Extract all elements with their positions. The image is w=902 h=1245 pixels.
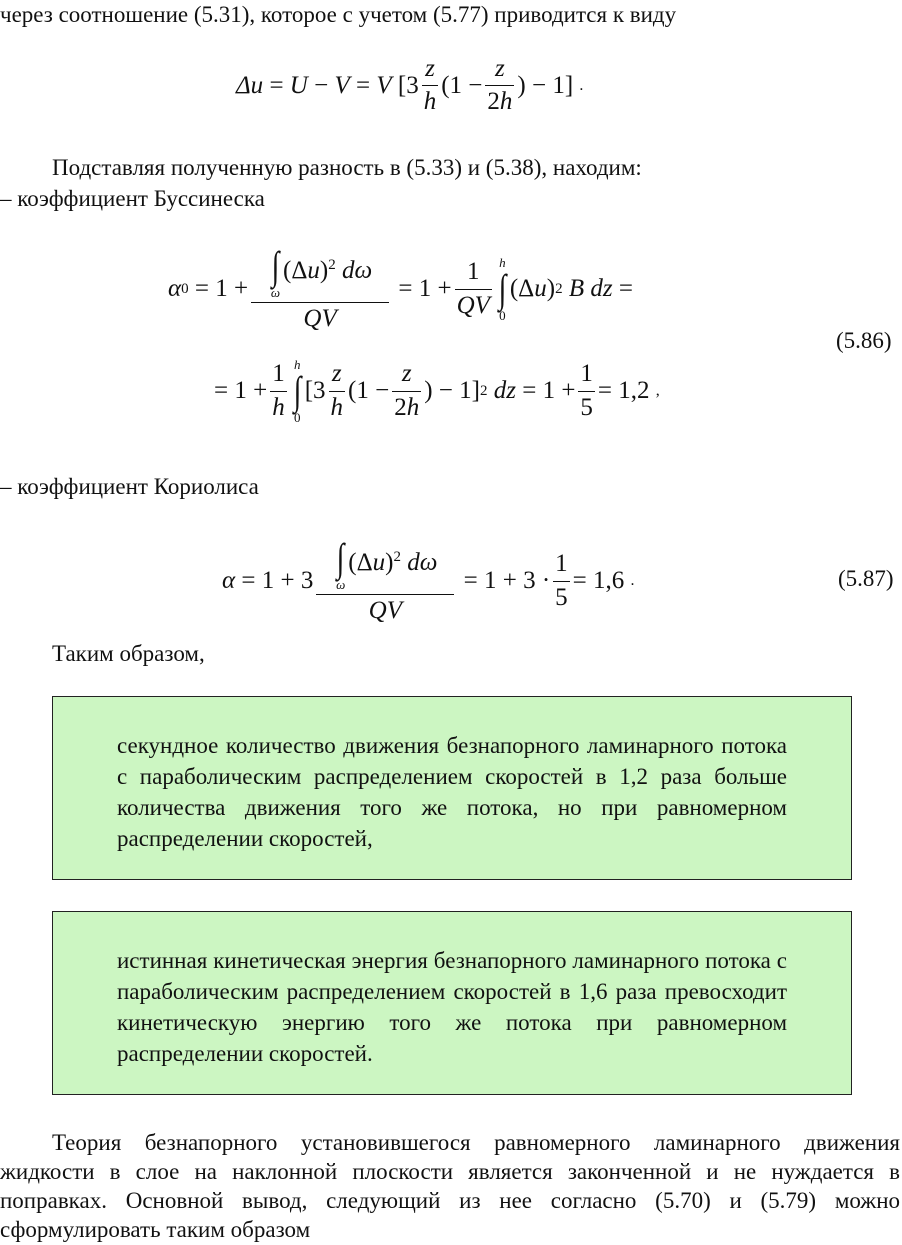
equation-number-5-86: (5.86) bbox=[836, 328, 892, 353]
box-momentum-text: секундное количество движения безнапорного ламинарного потока с параболическим распределением скоростей в 1,2 раза больше количества движения того же потока, но при равномерном распределении скоростей, bbox=[117, 733, 787, 851]
substitution-line: Подставляя полученную разность в (5.33) и (5.38), находим: bbox=[52, 155, 642, 180]
equation-5-87: α = 1 + 3 ∫ ω $(\Delta u)^2$ dω QV = 1 + 3 · $\frac{1}{5}$ = 1,6 . bbox=[222, 535, 635, 624]
equation-5-86-line1: α 0 = 1 + ∫ ω $(\Delta u)^2$ dω QV = 1 + $\frac{1}{QV}$ h ∫ 0 (Δ u ) 2 B dz = bbox=[168, 243, 633, 332]
boussinesq-label: – коэффициент Буссинеска bbox=[0, 186, 265, 211]
highlight-box-momentum bbox=[52, 696, 852, 880]
final-paragraph: Теория безнапорного установившегося равномерного ламинарного движения жидкости в слое на наклонной плоскости является законченной и не нуждается в поправках. Основной вывод, следующий из нее согласно (5.70) и (5.79) можно сформулировать таким образом bbox=[0, 1130, 900, 1242]
coriolis-label: – коэффициент Кориолиса bbox=[0, 474, 259, 499]
box-energy-text: истинная кинетическая энергия безнапорного ламинарного потока с параболическим распределением скоростей в 1,6 раза превосходит кинетическую энергию того же потока при равномерном распределении скоростей. bbox=[117, 948, 787, 1066]
equation-number-5-87: (5.87) bbox=[838, 566, 894, 591]
thus-line: Таким образом, bbox=[52, 641, 205, 666]
highlight-box-energy bbox=[52, 911, 852, 1095]
final-paragraph-container bbox=[0, 1128, 900, 1244]
intro-line: через соотношение (5.31), которое с учетом (5.77) приводится к виду bbox=[0, 2, 677, 27]
equation-5-86-line2: = 1 + $\frac{1}{h}$ h ∫ 0 [ 3 $\frac{z}{h}$ ( 1 − $\frac{z}{2h}$ ) − 1 ] 2 dz = 1 + $\frac{1}{5}$ = 1,2 , bbox=[214, 357, 660, 425]
equation-delta-u: Δu = U − V = V [ 3 $\frac{z}{h}$ ( 1 − $\frac{z}{2h}$ ) − 1 ] . bbox=[236, 55, 584, 116]
